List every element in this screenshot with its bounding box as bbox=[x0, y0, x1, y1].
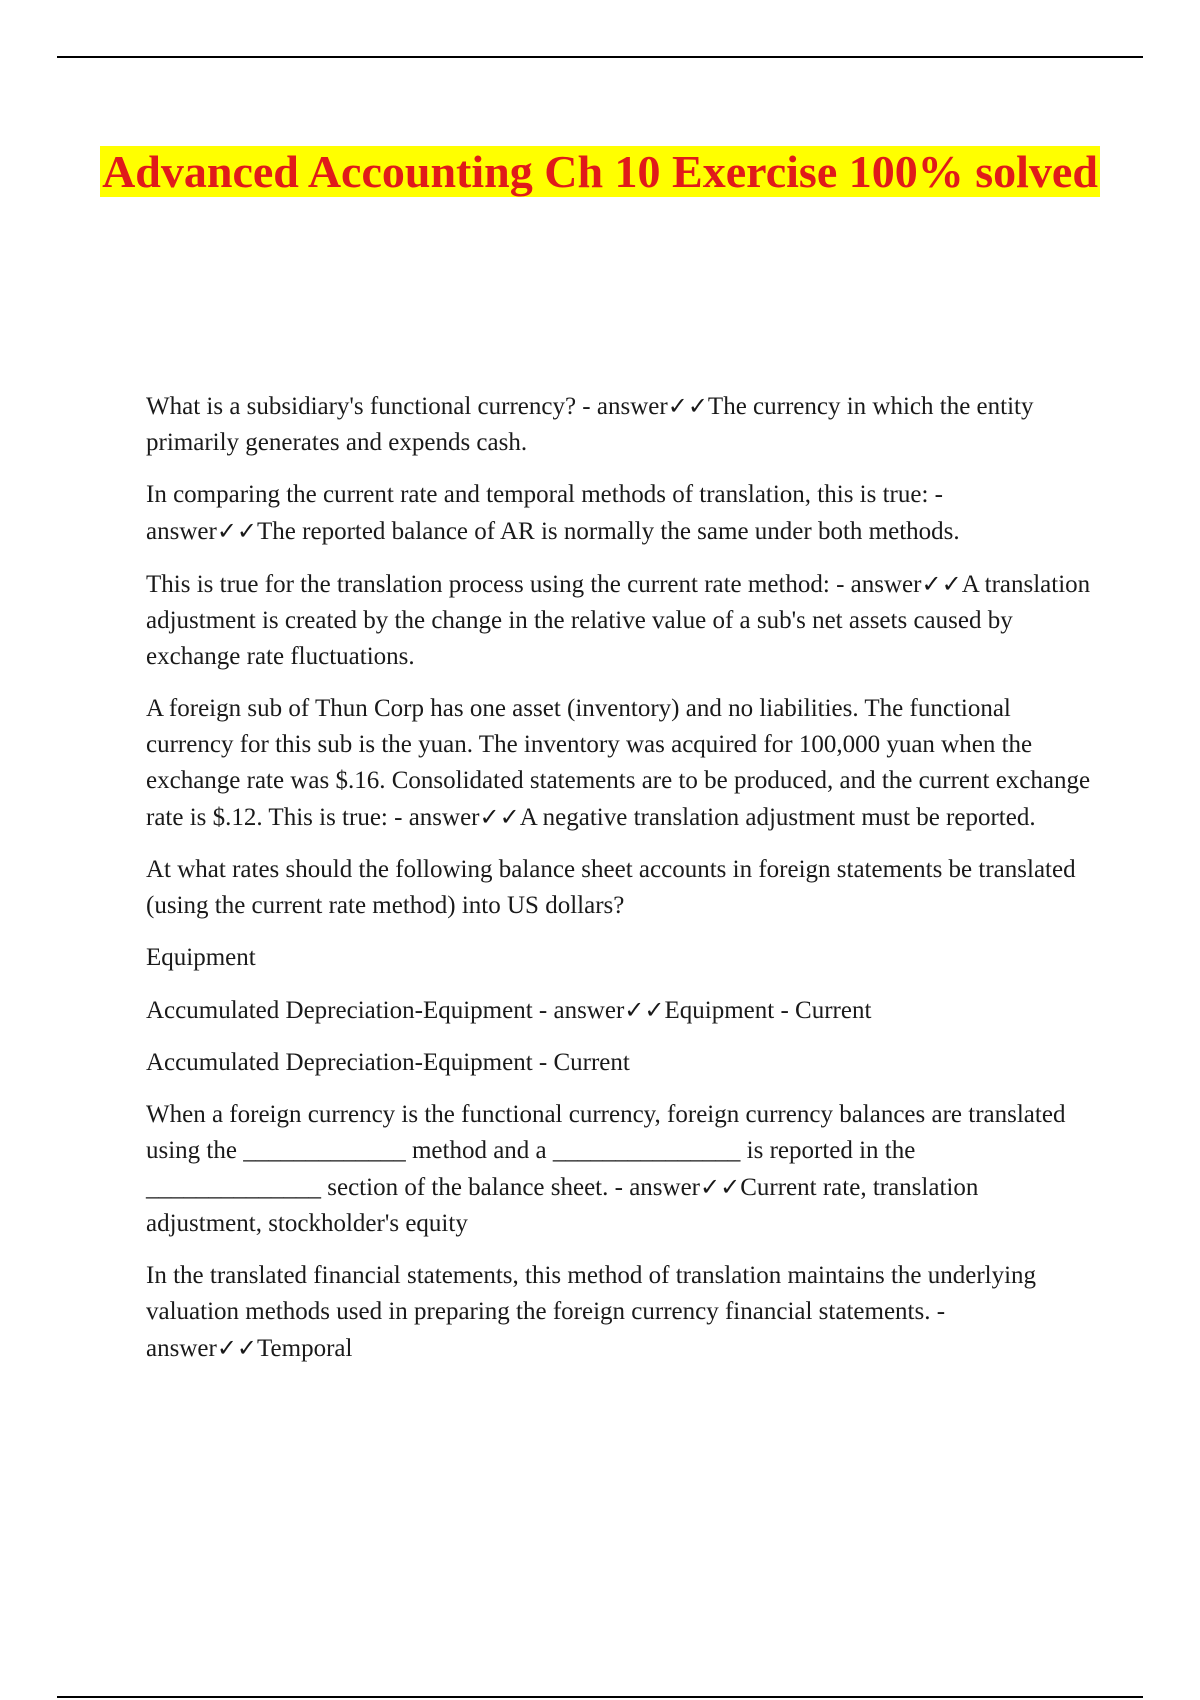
answer-text: The reported balance of AR is normally the same under both methods. bbox=[257, 518, 960, 545]
answer-text: Current rate, translation adjustment, stockholder's equity bbox=[146, 1174, 979, 1237]
qa-item-3 bbox=[146, 566, 1096, 675]
double-check-icon: ✓✓ bbox=[216, 517, 258, 545]
qa-item-2 bbox=[146, 477, 1096, 550]
answer-label: answer bbox=[596, 393, 668, 420]
answer-label: answer bbox=[146, 518, 217, 545]
answer-label: answer bbox=[146, 1335, 217, 1362]
title-text: Advanced Accounting Ch 10 Exercise 100% solved bbox=[102, 146, 1098, 197]
answer-label: answer bbox=[553, 997, 625, 1024]
answer-text: The currency in which the entity primarily generates and expends cash. bbox=[146, 393, 1034, 456]
question-text: What is a subsidiary's functional currency? - bbox=[146, 393, 597, 420]
qa-item-7 bbox=[146, 1258, 1096, 1367]
double-check-icon: ✓✓ bbox=[479, 803, 520, 831]
question-text: Accumulated Depreciation-Equipment - bbox=[146, 997, 554, 1024]
account-name: Accumulated Depreciation-Equipment - Current bbox=[146, 1049, 630, 1076]
double-check-icon: ✓✓ bbox=[216, 1334, 258, 1362]
question-text: In comparing the current rate and temporal methods of translation, this is true: - bbox=[146, 481, 943, 508]
answer-label: answer bbox=[629, 1174, 701, 1201]
qa-item-5-line-3 bbox=[146, 1045, 1096, 1081]
document-title bbox=[100, 144, 1100, 200]
question-text: When a foreign currency is the functional currency, foreign currency balances are translated using the _____________ method and a _______________ is reported in the ______________ section of the balance sheet. - bbox=[146, 1101, 1066, 1201]
answer-label: answer bbox=[850, 571, 922, 598]
answer-text: Equipment - Current bbox=[664, 997, 872, 1024]
qa-item-5-line-1 bbox=[146, 940, 1096, 976]
answer-text: A translation adjustment is created by the change in the relative value of a sub's net assets caused by exchange rate fluctuations. bbox=[146, 571, 1091, 670]
double-check-icon: ✓✓ bbox=[700, 1173, 741, 1201]
double-check-icon: ✓✓ bbox=[921, 570, 962, 598]
account-name: Equipment bbox=[146, 944, 256, 971]
answer-label: answer bbox=[408, 804, 480, 831]
answer-text: Temporal bbox=[257, 1335, 353, 1362]
qa-item-5-intro bbox=[146, 852, 1096, 924]
question-text: In the translated financial statements, this method of translation maintains the underlying valuation methods used in preparing the foreign currency financial statements. - bbox=[146, 1262, 1037, 1325]
qa-item-4 bbox=[146, 691, 1096, 836]
top-rule bbox=[57, 56, 1143, 58]
answer-text: A negative translation adjustment must be reported. bbox=[519, 804, 1036, 831]
question-text: At what rates should the following balance sheet accounts in foreign statements be translated (using the current rate method) into US dollars? bbox=[146, 856, 1076, 919]
double-check-icon: ✓✓ bbox=[667, 392, 708, 420]
qa-item-1 bbox=[146, 388, 1096, 461]
document-body bbox=[146, 388, 1096, 1383]
question-text: This is true for the translation process using the current rate method: - bbox=[146, 571, 851, 598]
bottom-rule bbox=[57, 1696, 1143, 1698]
qa-item-5-line-2 bbox=[146, 992, 1096, 1029]
question-text: A foreign sub of Thun Corp has one asset (inventory) and no liabilities. The functional currency for this sub is the yuan. The inventory was acquired for 100,000 yuan when the exchange rate was $.16. Consolidated statements are to be produced, and the current exchange rate is $.12. This is true: - bbox=[146, 695, 1091, 831]
double-check-icon: ✓✓ bbox=[624, 996, 665, 1024]
qa-item-6 bbox=[146, 1097, 1096, 1242]
